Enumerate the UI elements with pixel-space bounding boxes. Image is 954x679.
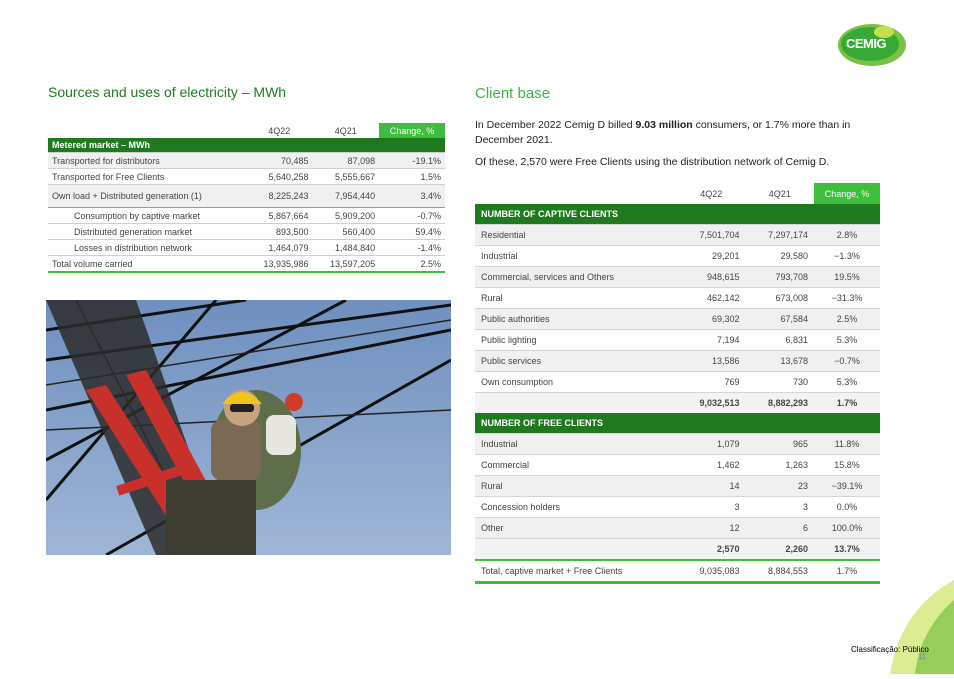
table-row <box>475 497 880 518</box>
table-row <box>475 518 880 539</box>
total-row <box>48 256 445 273</box>
table-row <box>48 224 445 240</box>
cell-4q22: 7,194 <box>677 330 746 351</box>
cell-change: −31.3% <box>814 288 880 309</box>
cell-4q22: 12 <box>677 518 746 539</box>
cell-change: 0.0% <box>814 497 880 518</box>
cell-4q21: 7,954,440 <box>313 185 380 208</box>
section-band <box>48 138 445 153</box>
row-label: Transported for distributors <box>48 153 246 169</box>
cell-4q22: 1,462 <box>677 455 746 476</box>
row-label: Residential <box>475 225 677 246</box>
row-label: Rural <box>475 476 677 497</box>
logo-text: CEMIG <box>846 36 887 51</box>
cell-4q21: 793,708 <box>746 267 815 288</box>
row-label: Rural <box>475 288 677 309</box>
row-label: Distributed generation market <box>48 224 246 240</box>
page-number: 11 <box>918 652 927 661</box>
cell-change: −39.1% <box>814 476 880 497</box>
table-row <box>48 185 445 208</box>
cell-4q22: 2,570 <box>677 539 746 561</box>
cell-4q21: 673,008 <box>746 288 815 309</box>
table-header-row <box>475 183 880 204</box>
cell-4q21: 1,484,840 <box>313 240 380 256</box>
cell-4q21: 5,555,667 <box>313 169 380 185</box>
cell-4q22: 1,079 <box>677 434 746 455</box>
cell-4q22: 13,586 <box>677 351 746 372</box>
row-label <box>475 539 677 561</box>
cell-4q22: 69,302 <box>677 309 746 330</box>
cell-4q21: 965 <box>746 434 815 455</box>
cell-change: 59.4% <box>379 224 445 240</box>
cell-change: 19.5% <box>814 267 880 288</box>
captive-subtotal-row <box>475 393 880 414</box>
row-label: Public lighting <box>475 330 677 351</box>
cell-change: 11.8% <box>814 434 880 455</box>
corner-leaf-decoration <box>880 580 954 674</box>
client-base-paragraph-2: Of these, 2,570 were Free Clients using the distribution network of Cemig D. <box>475 156 830 168</box>
cell-4q21: 730 <box>746 372 815 393</box>
cell-4q21: 67,584 <box>746 309 815 330</box>
table-row <box>475 351 880 372</box>
cell-change: 2.5% <box>814 309 880 330</box>
cell-4q22: 9,035,083 <box>677 560 746 583</box>
cell-4q22: 7,501,704 <box>677 225 746 246</box>
table-row <box>475 267 880 288</box>
row-label: Public services <box>475 351 677 372</box>
cell-4q22: 462,142 <box>677 288 746 309</box>
free-band-label: NUMBER OF FREE CLIENTS <box>475 413 880 434</box>
cell-4q21: 2,260 <box>746 539 815 561</box>
classification-label: Classificação: Público <box>851 645 929 654</box>
cell-change: 13.7% <box>814 539 880 561</box>
sources-uses-table <box>48 123 445 273</box>
cell-4q21: 87,098 <box>313 153 380 169</box>
cell-change: 1.7% <box>814 560 880 583</box>
cell-change: 2.5% <box>379 256 445 273</box>
cell-4q21: 13,678 <box>746 351 815 372</box>
captive-band <box>475 204 880 225</box>
captive-band-label: NUMBER OF CAPTIVE CLIENTS <box>475 204 880 225</box>
cell-4q22: 893,500 <box>246 224 313 240</box>
cell-change: -19.1% <box>379 153 445 169</box>
row-label: Concession holders <box>475 497 677 518</box>
cell-4q21: 6 <box>746 518 815 539</box>
cell-4q22: 70,485 <box>246 153 313 169</box>
cemig-logo <box>836 20 908 68</box>
table-row <box>475 246 880 267</box>
row-label: Consumption by captive market <box>48 208 246 224</box>
cell-change: 100.0% <box>814 518 880 539</box>
cell-4q21: 1,263 <box>746 455 815 476</box>
row-label: Industrial <box>475 434 677 455</box>
table-row <box>475 434 880 455</box>
cell-4q21: 560,400 <box>313 224 380 240</box>
table-row <box>48 208 445 224</box>
row-label: Other <box>475 518 677 539</box>
col-header-change: Change, % <box>379 123 445 138</box>
para1-highlight: 9.03 million <box>635 119 693 131</box>
table-row <box>475 455 880 476</box>
cell-4q21: 7,297,174 <box>746 225 815 246</box>
client-base-title: Client base <box>475 85 551 102</box>
cell-4q21: 23 <box>746 476 815 497</box>
cell-change: −0.7% <box>814 351 880 372</box>
row-label: Total volume carried <box>48 256 246 273</box>
col-header-4q21: 4Q21 <box>768 188 791 199</box>
cell-change: 5.3% <box>814 372 880 393</box>
row-label: Own load + Distributed generation (1) <box>48 185 246 208</box>
row-label: Total, captive market + Free Clients <box>475 560 677 583</box>
table-row <box>48 169 445 185</box>
row-label: Losses in distribution network <box>48 240 246 256</box>
free-band <box>475 413 880 434</box>
free-subtotal-row <box>475 539 880 561</box>
row-label: Own consumption <box>475 372 677 393</box>
cell-4q22: 14 <box>677 476 746 497</box>
section-band-label: Metered market – MWh <box>48 138 445 153</box>
cell-change: 2.8% <box>814 225 880 246</box>
cell-change: −1.3% <box>814 246 880 267</box>
cell-change: 1.5% <box>379 169 445 185</box>
grand-total-row <box>475 560 880 583</box>
cell-4q22: 1,464,079 <box>246 240 313 256</box>
cell-4q22: 948,615 <box>677 267 746 288</box>
table-row <box>48 240 445 256</box>
client-base-table <box>475 183 880 584</box>
para1-text-a: In December 2022 Cemig D billed <box>475 119 636 131</box>
cell-4q21: 13,597,205 <box>313 256 380 273</box>
table-row <box>475 476 880 497</box>
table-row <box>48 153 445 169</box>
cell-change: 3.4% <box>379 185 445 208</box>
cell-4q21: 8,884,553 <box>746 560 815 583</box>
table-header-row <box>48 123 445 138</box>
table-row <box>475 372 880 393</box>
row-label <box>475 393 677 414</box>
row-label: Public authorities <box>475 309 677 330</box>
para1-text-c: consumers, or 1.7% more than in December 2021. <box>475 119 851 146</box>
table-row <box>475 288 880 309</box>
cell-4q22: 5,640,258 <box>246 169 313 185</box>
col-header-4q22: 4Q22 <box>268 125 291 136</box>
cell-4q22: 3 <box>677 497 746 518</box>
row-label: Commercial <box>475 455 677 476</box>
cell-4q22: 5,867,664 <box>246 208 313 224</box>
cell-4q22: 8,225,243 <box>246 185 313 208</box>
cell-4q22: 9,032,513 <box>677 393 746 414</box>
cell-change: 5.3% <box>814 330 880 351</box>
row-label: Transported for Free Clients <box>48 169 246 185</box>
cell-4q21: 5,909,200 <box>313 208 380 224</box>
cell-4q22: 29,201 <box>677 246 746 267</box>
row-label: Commercial, services and Others <box>475 267 677 288</box>
electrician-photo <box>46 300 451 555</box>
col-header-change: Change, % <box>814 183 880 204</box>
cell-4q21: 8,882,293 <box>746 393 815 414</box>
sources-uses-title: Sources and uses of electricity – MWh <box>48 84 287 100</box>
row-label: Industrial <box>475 246 677 267</box>
client-base-paragraph-1 <box>475 118 895 148</box>
cell-4q21: 3 <box>746 497 815 518</box>
cell-change: 1.7% <box>814 393 880 414</box>
cell-4q21: 29,580 <box>746 246 815 267</box>
table-row <box>475 309 880 330</box>
table-row <box>475 225 880 246</box>
cell-4q21: 6,831 <box>746 330 815 351</box>
cell-change: -0.7% <box>379 208 445 224</box>
cell-4q22: 769 <box>677 372 746 393</box>
cell-change: 15.8% <box>814 455 880 476</box>
table-row <box>475 330 880 351</box>
cell-change: -1.4% <box>379 240 445 256</box>
col-header-4q21: 4Q21 <box>334 125 357 136</box>
cell-4q22: 13,935,986 <box>246 256 313 273</box>
col-header-4q22: 4Q22 <box>700 188 723 199</box>
